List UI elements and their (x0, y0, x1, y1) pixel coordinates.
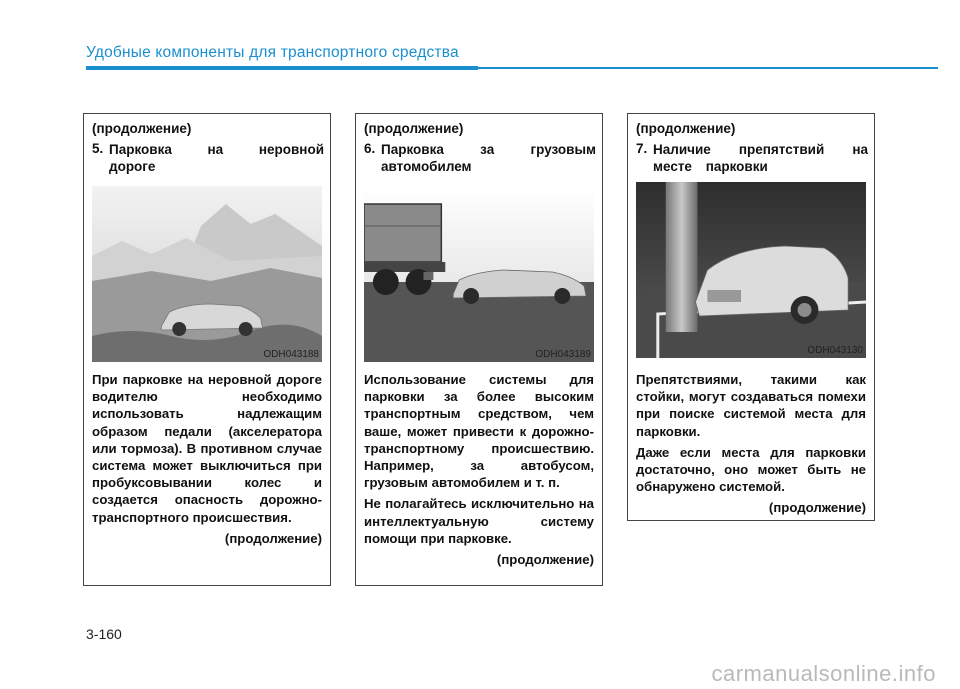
continued-label-bottom: (продолжение) (224, 530, 322, 546)
continued-label-bottom: (продолжение) (768, 500, 866, 516)
paragraph: Не полагайтесь исключительно на интеллектуальную систему помощи при парковке. (364, 496, 594, 546)
figure-truck (364, 186, 594, 362)
info-panel-obstacles (627, 113, 875, 521)
paragraph: Даже если места для парковки достаточно, оно может быть не обнаружено системой. (636, 444, 866, 495)
page-number: 3-160 (86, 626, 122, 642)
header-rule-thick (86, 66, 478, 70)
paragraph: Препятствиями, такими как стойки, могут создаваться помехи при поиске системой места для парковки. (636, 372, 866, 439)
paragraph: Использование системы для парковки за более высоким транспортным средством, чем ваше, может привести к дорожно-транспортному происшествию. Например, за автобусом, грузовым автомобилем и т. п. (364, 372, 594, 491)
item-number: 7. (636, 141, 648, 156)
figure-uneven-road (92, 186, 322, 362)
figure-code: ODH043188 (263, 349, 319, 360)
header-rule-thin (478, 67, 938, 69)
item-number: 6. (364, 141, 376, 156)
figure-obstacles (636, 182, 866, 358)
figure-code: ODH043130 (807, 345, 863, 356)
item-title: Парковка на неровной дороге (109, 142, 324, 174)
body-text (636, 371, 866, 517)
watermark: carmanualsonline.info (711, 661, 936, 686)
continued-label-bottom: (продолжение) (496, 552, 594, 568)
info-panel-uneven-road (83, 113, 331, 586)
figure-code: ODH043189 (535, 349, 591, 360)
body-text (92, 371, 322, 547)
car-on-uneven-road-illustration (92, 186, 322, 362)
item-number: 5. (92, 141, 104, 156)
section-title: Удобные компоненты для транспортного средства (86, 44, 459, 61)
continued-label-top: (продолжение) (636, 121, 736, 136)
body-text (364, 371, 594, 568)
info-panel-truck (355, 113, 603, 586)
car-behind-truck-illustration (364, 186, 594, 362)
item-title: Наличие препятствий на месте парковки (653, 142, 868, 174)
continued-label-top: (продолжение) (92, 121, 192, 136)
continued-label-top: (продолжение) (364, 121, 464, 136)
car-near-pillar-illustration (636, 182, 866, 358)
item-title: Парковка за грузовым автомобилем (381, 142, 596, 174)
paragraph: При парковке на неровной дороге водителю необходимо использовать надлежащим образом педали (акселератора или тормоза). В противном случае система может выключиться при пробуксовывании колес и создается опасность дорожно-транспортного происшествия. (92, 372, 322, 525)
